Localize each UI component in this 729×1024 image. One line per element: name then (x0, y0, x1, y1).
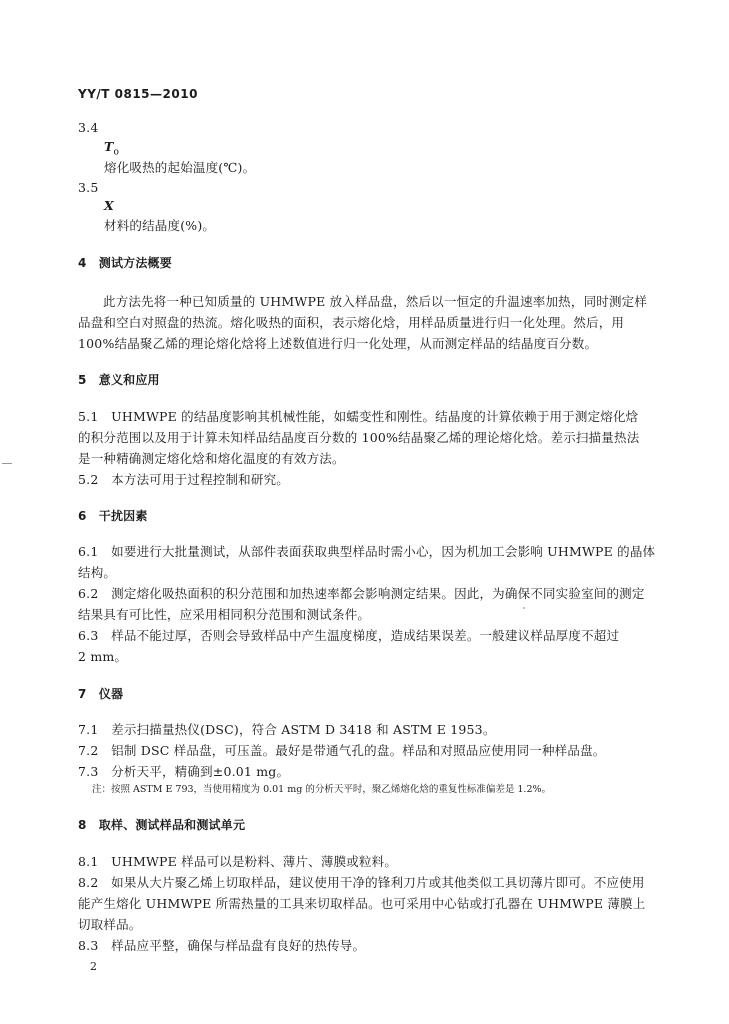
definition-3-5-text: 材料的结晶度(%)。 (104, 218, 216, 233)
symbol-subscript: o (113, 147, 120, 158)
scan-margin-mark (2, 463, 12, 464)
section-6-line-2: 结构。 (78, 565, 117, 580)
section-8-line-1: 8.1 UHMWPE 样品可以是粉料、薄片、薄膜或粒料。 (78, 854, 398, 869)
section-6-line-5: 6.3 样品不能过厚，否则会导致样品中产生温度梯度，造成结果误差。一般建议样品厚度不超过 (78, 628, 620, 643)
section-5-line-3: 是一种精确测定熔化焓和熔化温度的有效方法。 (78, 451, 345, 466)
section-6-line-3: 6.2 测定熔化吸热面积的积分范围和加热速率都会影响测定结果。因此，为确保不同实验室间的测定 (78, 586, 645, 601)
section-6-line-4: 结果具有可比性，应采用相同积分范围和测试条件。 (78, 607, 371, 622)
section-8-line-3: 能产生熔化 UHMWPE 所需热量的工具来切取样品。也可采用中心钻或打孔器在 UHMWPE 薄膜上 (78, 896, 646, 911)
scan-speck (523, 607, 525, 609)
section-8-line-4: 切取样品。 (78, 917, 142, 932)
section-5-line-4: 5.2 本方法可用于过程控制和研究。 (78, 472, 289, 487)
section-4-line-1: 此方法先将一种已知质量的 UHMWPE 放入样品盘，然后以一恒定的升温速率加热，同时测定样 (103, 294, 648, 309)
definition-3-4-text: 熔化吸热的起始温度(℃)。 (104, 160, 256, 175)
section-8-line-2: 8.2 如果从大片聚乙烯上切取样品，建议使用干净的锋利刀片或其他类似工具切薄片即可。不应使用 (78, 875, 645, 890)
section-8-title: 8 取样、测试样品和测试单元 (78, 818, 246, 832)
standard-code-header: YY/T 0815—2010 (78, 87, 198, 101)
section-7-line-2: 7.2 铝制 DSC 样品盘，可压盖。最好是带通气孔的盘。样品和对照品应使用同一种样品盘。 (78, 743, 606, 758)
section-7-line-1: 7.1 差示扫描量热仪(DSC)，符合 ASTM D 3418 和 ASTM E 1953。 (78, 722, 496, 737)
symbol-t: T (104, 139, 114, 154)
section-5-title: 5 意义和应用 (78, 373, 160, 387)
section-4-line-3: 100%结晶聚乙烯的理论熔化焓将上述数值进行归一化处理，从而测定样品的结晶度百分数。 (78, 336, 598, 351)
section-6-line-1: 6.1 如要进行大批量测试，从部件表面获取典型样品时需小心，因为机加工会影响 UHMWPE 的晶体 (78, 544, 656, 559)
section-8-line-5: 8.3 样品应平整，确保与样品盘有良好的热传导。 (78, 938, 366, 953)
section-4-line-2: 品盘和空白对照盘的热流。熔化吸热的面积，表示熔化焓，用样品质量进行归一化处理。然后，用 (78, 315, 625, 330)
clause-number-3-5: 3.5 (78, 180, 99, 195)
section-6-title: 6 干扰因素 (78, 509, 148, 523)
section-7-title: 7 仪器 (78, 687, 124, 701)
page-number: 2 (90, 960, 98, 973)
section-7-note: 注：按照 ASTM E 793，当使用精度为 0.01 mg 的分析天平时，聚乙烯熔化焓的重复性标准偏差是 1.2%。 (92, 784, 552, 795)
section-5-line-1: 5.1 UHMWPE 的结晶度影响其机械性能，如蠕变性和刚性。结晶度的计算依赖于用于测定熔化焓 (78, 409, 639, 424)
section-7-line-3: 7.3 分析天平，精确到±0.01 mg。 (78, 764, 290, 779)
clause-number-3-4: 3.4 (78, 120, 99, 135)
section-5-line-2: 的积分范围以及用于计算未知样品结晶度百分数的 100%结晶聚乙烯的理论熔化焓。差示扫描量热法 (78, 430, 640, 445)
symbol-x: X (104, 198, 114, 213)
section-6-line-6: 2 mm。 (78, 649, 128, 664)
section-4-title: 4 测试方法概要 (78, 256, 172, 270)
